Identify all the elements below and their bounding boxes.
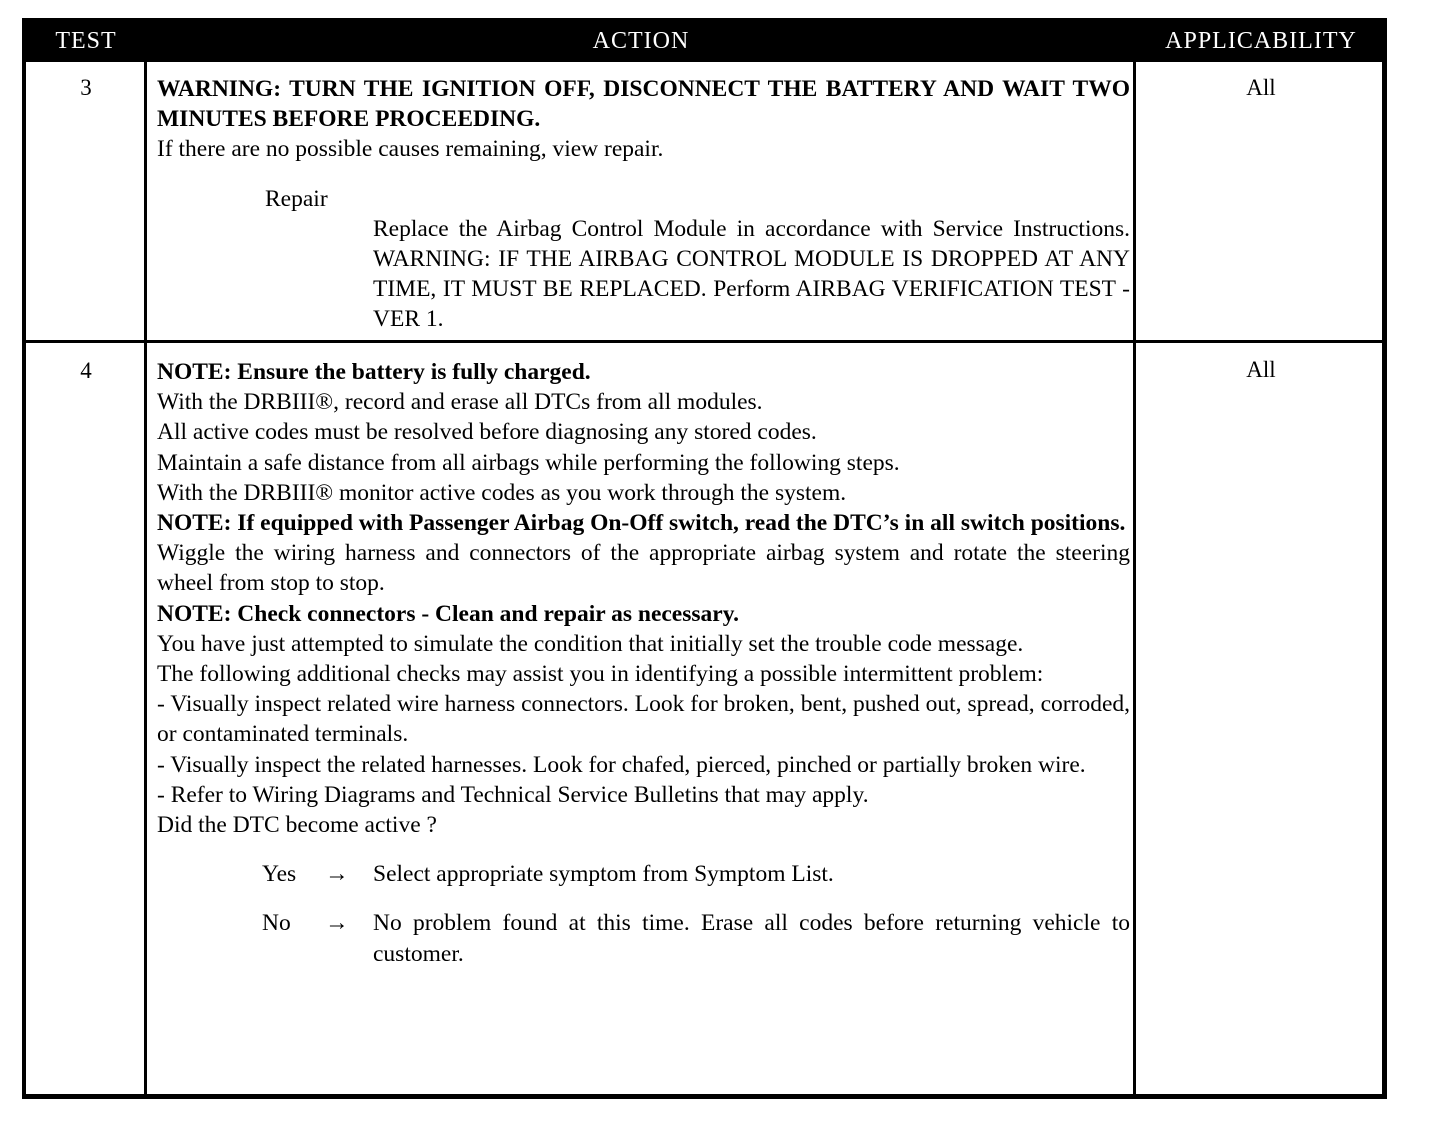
diagnostic-table [22, 18, 1387, 1099]
check-item: - Visually inspect related wire harness connectors. Look for broken, bent, pushed out, spread, corroded, or contaminated terminals. [157, 691, 1130, 748]
warning-text: WARNING: TURN THE IGNITION OFF, DISCONNECT THE BATTERY AND WAIT TWO MINUTES BEFORE PROCEEDING. [157, 76, 1130, 133]
header-applicability: APPLICABILITY [1165, 28, 1357, 54]
action-cell-4 [157, 357, 1130, 969]
repair-label: Repair [265, 185, 328, 212]
applicability-4: All [1246, 357, 1276, 382]
column-divider [144, 62, 147, 1094]
check-item: - Visually inspect the related harnesses. Look for chafed, pierced, pinched or partially broken wire. [157, 751, 1086, 778]
action-line: All active codes must be resolved before diagnosing any stored codes. [157, 419, 817, 446]
action-line: If there are no possible causes remaining, view repair. [157, 136, 664, 163]
column-divider [1133, 62, 1136, 1094]
test-number-4: 4 [80, 358, 92, 383]
yes-text: Select appropriate symptom from Symptom List. [373, 861, 834, 888]
no-text: No problem found at this time. Erase all codes before returning vehicle to customer. [373, 910, 1130, 967]
arrow-right-icon: → [325, 861, 349, 888]
arrow-right-icon: → [325, 910, 349, 937]
no-label: No [262, 910, 291, 937]
action-line: With the DRBIII®, record and erase all DTCs from all modules. [157, 389, 763, 416]
yes-label: Yes [262, 861, 297, 888]
table-header [26, 22, 1382, 62]
action-line: With the DRBIII® monitor active codes as you work through the system. [157, 479, 847, 506]
note-connectors: NOTE: Check connectors - Clean and repair as necessary. [157, 600, 740, 627]
action-cell-3 [157, 74, 1130, 335]
option-no [157, 908, 1130, 968]
check-item: - Refer to Wiring Diagrams and Technical Service Bulletins that may apply. [157, 781, 869, 808]
action-line: Maintain a safe distance from all airbags while performing the following steps. [157, 449, 900, 476]
option-yes [157, 859, 1130, 889]
test-number-3: 3 [80, 75, 92, 100]
row-divider [26, 340, 1382, 343]
header-action: ACTION [592, 28, 690, 54]
applicability-3: All [1246, 75, 1276, 100]
question-text: Did the DTC become active ? [157, 812, 437, 839]
header-test: TEST [55, 28, 117, 54]
action-line: The following additional checks may assist you in identifying a possible intermittent problem: [157, 661, 1044, 688]
action-line: You have just attempted to simulate the condition that initially set the trouble code message. [157, 630, 1024, 657]
action-line: Wiggle the wiring harness and connectors of the appropriate airbag system and rotate the steering wheel from stop to stop. [157, 540, 1130, 597]
note-battery: NOTE: Ensure the battery is fully charged. [157, 359, 591, 385]
repair-text: Replace the Airbag Control Module in accordance with Service Instructions. WARNING: IF THE AIRBAG CONTROL MODULE IS DROPPED AT ANY TIME, IT MUST BE REPLACED. Perform AIRBAG VERIFICATION TEST - VER 1. [373, 215, 1130, 333]
note-switch: NOTE: If equipped with Passenger Airbag On-Off switch, read the DTC’s in all switch positions. [157, 510, 1126, 537]
